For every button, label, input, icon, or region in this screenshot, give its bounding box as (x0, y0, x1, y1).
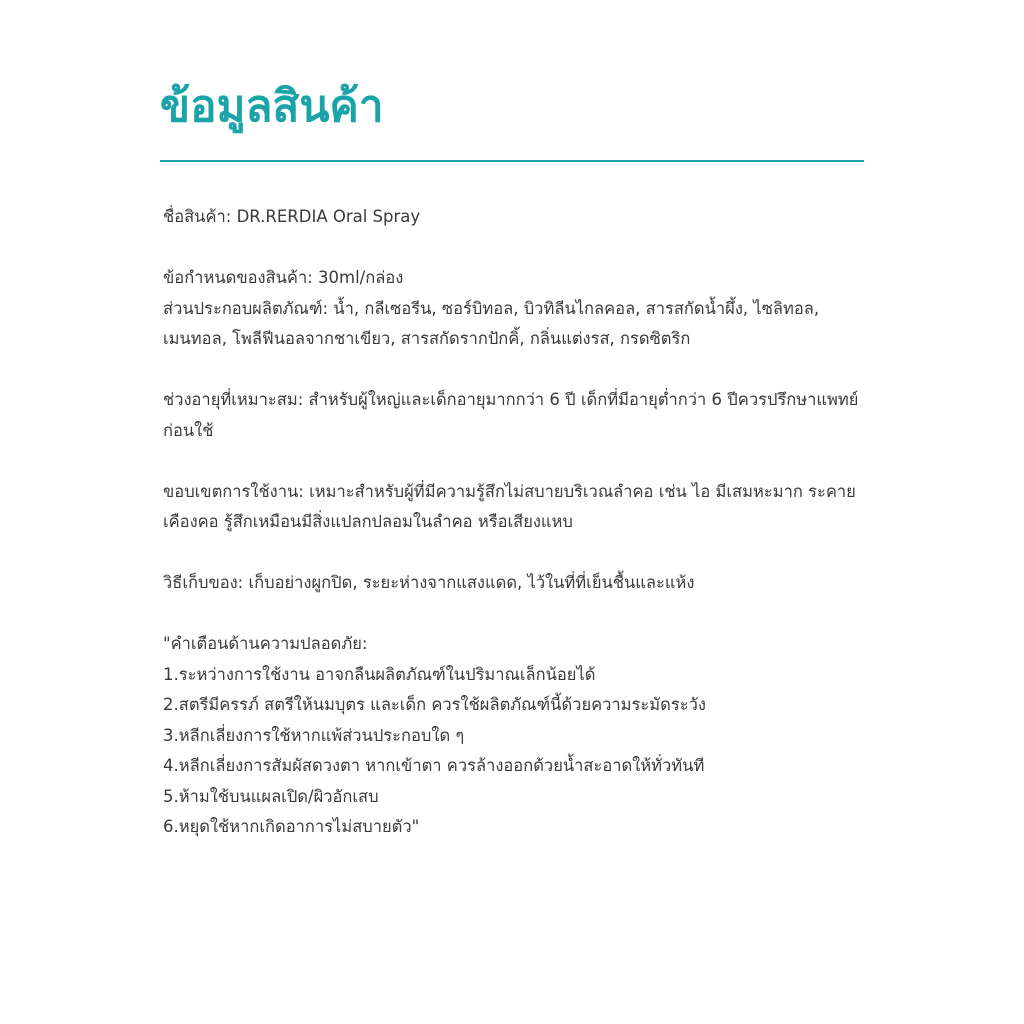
product-info-content (163, 202, 875, 873)
usage-scope-section (163, 477, 875, 538)
warning-item: 1.ระหว่างการใช้งาน อาจกลืนผลิตภัณฑ์ในปริมาณเล็กน้อยได้ (163, 664, 596, 684)
warning-item: 3.หลีกเลี่ยงการใช้หากแพ้ส่วนประกอบใด ๆ (163, 725, 465, 745)
storage-section (163, 568, 875, 599)
product-specification: ข้อกำหนดของสินค้า: 30ml/กล่อง (163, 268, 404, 287)
warning-item: 2.สตรีมีครรภ์ สตรีให้นมบุตร และเด็ก ควรใช้ผลิตภัณฑ์นี้ด้วยความระมัดระวัง (163, 695, 706, 714)
age-range: ช่วงอายุที่เหมาะสม: สำหรับผู้ใหญ่และเด็กอายุมากกว่า 6 ปี เด็กที่มีอายุต่ำกว่า 6 ปีควรปรึกษาแพทย์ก่อนใช้ (163, 390, 859, 440)
product-name-section (163, 202, 875, 233)
age-range-section (163, 385, 875, 446)
composition-section (163, 263, 875, 355)
warning-item: 4.หลีกเลี่ยงการสัมผัสดวงตา หากเข้าตา ควรล้างออกด้วยน้ำสะอาดให้ทั่วทันที (163, 756, 705, 775)
usage-scope: ขอบเขตการใช้งาน: เหมาะสำหรับผู้ที่มีความรู้สึกไม่สบายบริเวณลำคอ เช่น ไอ มีเสมหะมาก ระคายเคืองคอ รู้สึกเหมือนมีสิ่งแปลกปลอมในลำคอ หรือเสียงแหบ (163, 481, 856, 531)
title-divider (160, 160, 864, 162)
warnings-heading: "คำเตือนด้านความปลอดภัย: (163, 634, 368, 653)
warning-item: 6.หยุดใช้หากเกิดอาการไม่สบายตัว" (163, 817, 420, 836)
warning-item: 5.ห้ามใช้บนแผลเปิด/ผิวอักเสบ (163, 786, 379, 806)
page-title: ข้อมูลสินค้า (160, 81, 384, 132)
storage-instructions: วิธีเก็บของ: เก็บอย่างผูกปิด, ระยะห่างจากแสงแดด, ไว้ในที่ที่เย็นชื้นและแห้ง (163, 573, 695, 592)
product-name: ชื่อสินค้า: DR.RERDIA Oral Spray (163, 207, 421, 226)
warnings-section (163, 629, 875, 843)
product-ingredients: ส่วนประกอบผลิตภัณฑ์: น้ำ, กลีเซอรีน, ซอร์บิทอล, บิวทิลีนไกลคอล, สารสกัดน้ำผึ้ง, ไซลิทอล, เมนทอล, โพลีฟีนอลจากชาเขียว, สารสกัดรากปักคิ้, กลิ่นแต่งรส, กรดซิตริก (163, 298, 820, 348)
